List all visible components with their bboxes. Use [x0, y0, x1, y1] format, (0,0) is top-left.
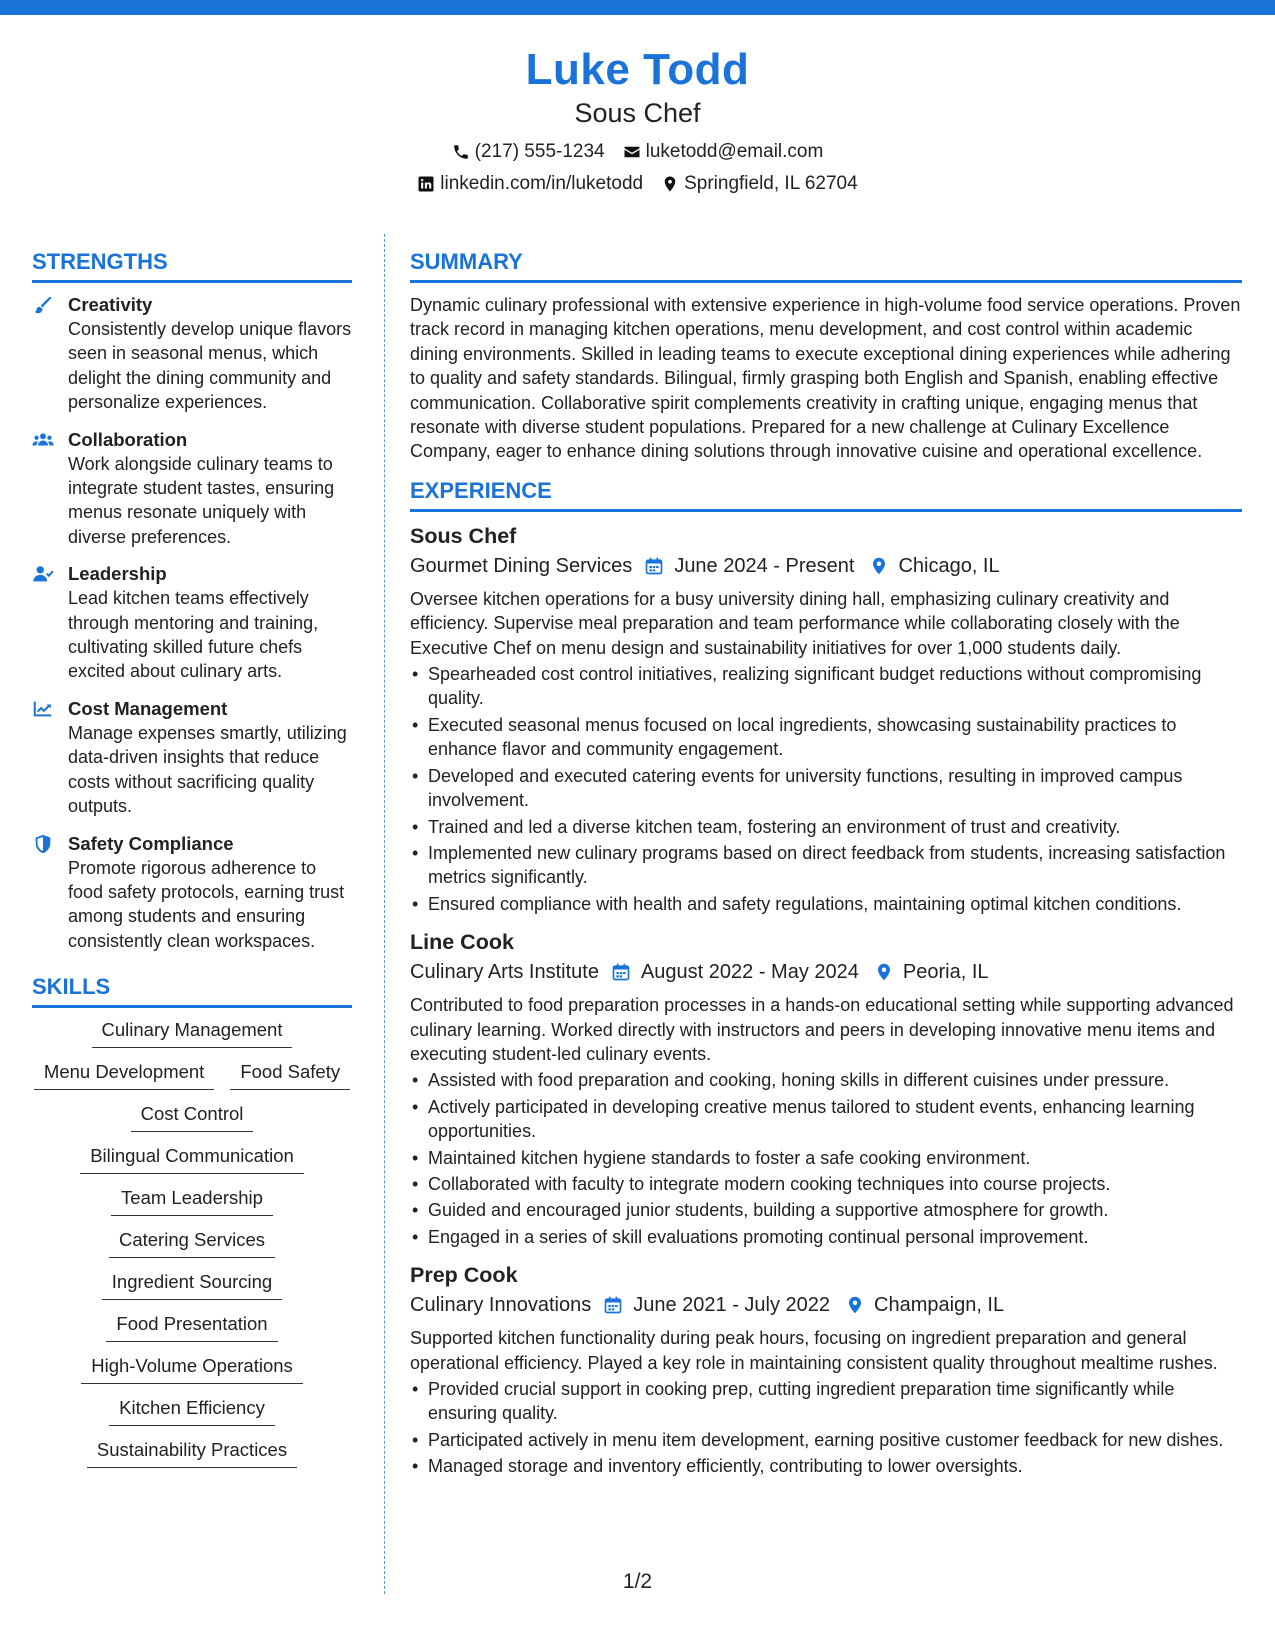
job-description: Contributed to food preparation processes in a hands-on educational setting while supporting advanced culinary learning. Worked directly with instructors and peers in developing innovative menu items and executing student-led culinary events. [410, 995, 1234, 1064]
summary-text: Dynamic culinary professional with extensive experience in high-volume food service operations. Proven track record in managing kitchen operations, menu development, and cost control within academic dining environments. Skilled in leading teams to execute exceptional dining experiences while adhering to quality and safety standards. Bilingual, firmly grasping both English and Spanish, enabling effective communication. Collaborative spirit complements creativity in crafting unique, engaging menus that resonate with diverse student populations. Prepared for a new challenge at Culinary Excellence Company, eager to enhance dining solutions through innovative cuisine and operational excellence. [410, 295, 1241, 462]
right-column [410, 248, 1242, 1491]
bullet-item: • Managed storage and inventory efficiently, contributing to lower oversights. [410, 1454, 1242, 1478]
bullet-item: • Maintained kitchen hygiene standards to foster a safe cooking environment. [410, 1146, 1242, 1170]
skill-tag: Bilingual Communication [80, 1144, 304, 1174]
skill-row [111, 1186, 273, 1216]
calendar-icon [644, 556, 664, 576]
skills-list [32, 1018, 352, 1468]
candidate-title: Sous Chef [574, 98, 701, 128]
strength-title: Collaboration [68, 428, 188, 450]
top-accent-bar [0, 0, 1275, 15]
skill-row [109, 1396, 275, 1426]
experience-heading: EXPERIENCE [410, 477, 1242, 512]
shield-icon [32, 833, 54, 855]
location-text: Springfield, IL 62704 [684, 173, 858, 194]
left-column [32, 248, 352, 1468]
job-bullets [410, 1068, 1242, 1249]
phone-icon [452, 143, 470, 161]
skill-row [106, 1312, 277, 1342]
bullet-item: • Guided and encouraged junior students, building a supportive atmosphere for growth. [410, 1198, 1242, 1222]
skill-tag: Food Safety [230, 1060, 350, 1090]
skill-row [109, 1228, 275, 1258]
strength-item [32, 697, 352, 819]
map-pin-icon [846, 1295, 864, 1315]
skill-row [34, 1060, 350, 1090]
map-pin-icon [661, 175, 679, 193]
column-divider [384, 234, 385, 1594]
candidate-name: Luke Todd [525, 45, 750, 94]
bullet-item: • Trained and led a diverse kitchen team, fostering an environment of trust and creativity. [410, 815, 1242, 839]
calendar-icon [603, 1295, 623, 1315]
bullet-item: • Implemented new culinary programs based on direct feedback from students, increasing satisfaction metrics significantly. [410, 841, 1242, 890]
skill-row [87, 1438, 297, 1468]
job-meta [410, 551, 1242, 581]
strength-item [32, 832, 352, 954]
job-dates: June 2021 - July 2022 [633, 1294, 831, 1317]
skill-tag: Catering Services [109, 1228, 275, 1258]
strength-desc: Work alongside culinary teams to integrate student tastes, ensuring menus resonate uniquely with diverse preferences. [68, 453, 335, 547]
job-role: Sous Chef [410, 523, 517, 548]
envelope-icon [623, 143, 641, 161]
users-icon [32, 429, 54, 451]
skill-row [131, 1102, 254, 1132]
job-meta [410, 1290, 1242, 1320]
skills-section [32, 973, 352, 1468]
bullet-item: • Assisted with food preparation and cooking, honing skills in different cuisines under pressure. [410, 1068, 1242, 1092]
job-entry [410, 928, 1242, 1249]
contact-location [661, 172, 858, 196]
strength-title: Leadership [68, 563, 167, 585]
job-description: Oversee kitchen operations for a busy university dining hall, emphasizing culinary creativity and efficiency. Supervise meal preparation and team performance while collaborating closely with the Executive Chef on menu design and sustainability initiatives for over 1,000 students daily. [410, 588, 1180, 658]
contact-email[interactable] [623, 140, 824, 164]
strength-item [32, 562, 352, 684]
skill-tag: Team Leadership [111, 1186, 273, 1216]
linkedin-text: linkedin.com/in/luketodd [440, 173, 644, 194]
strength-desc: Promote rigorous adherence to food safety protocols, earning trust among students and ensuring consistently clean workspaces. [68, 857, 345, 951]
email-text: luketodd@email.com [645, 141, 824, 162]
skill-tag: Menu Development [34, 1060, 214, 1090]
bullet-item: • Executed seasonal menus focused on local ingredients, showcasing sustainability practices to enhance flavor and community engagement. [410, 713, 1242, 762]
bullet-item: • Provided crucial support in cooking prep, cutting ingredient preparation time significantly while ensuring quality. [410, 1377, 1242, 1426]
map-pin-icon [875, 962, 893, 982]
skill-row [92, 1018, 293, 1048]
phone-text: (217) 555-1234 [474, 141, 605, 162]
strength-item [32, 428, 352, 550]
job-role: Line Cook [410, 930, 514, 955]
skill-tag: Sustainability Practices [87, 1438, 297, 1468]
bullet-item: • Participated actively in menu item development, earning positive customer feedback for new dishes. [410, 1428, 1242, 1452]
job-location: Peoria, IL [902, 961, 989, 984]
contact-linkedin[interactable] [417, 172, 643, 196]
job-bullets [410, 1377, 1242, 1479]
chart-line-icon [32, 698, 54, 720]
job-location: Chicago, IL [898, 554, 1000, 577]
strength-title: Creativity [68, 294, 153, 315]
job-company: Culinary Arts Institute [410, 961, 599, 984]
job-role: Prep Cook [410, 1263, 518, 1288]
job-company: Gourmet Dining Services [410, 554, 633, 577]
page-number: 1/2 [622, 1570, 653, 1593]
skills-heading: SKILLS [32, 973, 352, 1008]
job-meta [410, 957, 1242, 987]
job-entry [410, 1261, 1242, 1478]
contact-phone[interactable] [452, 140, 605, 164]
skill-tag: Culinary Management [92, 1018, 293, 1048]
bullet-item: • Ensured compliance with health and safety regulations, maintaining optimal kitchen conditions. [410, 892, 1242, 916]
skill-tag: Food Presentation [106, 1312, 277, 1342]
contact-row-1 [0, 140, 1275, 164]
skill-tag: Cost Control [131, 1102, 254, 1132]
job-entry [410, 522, 1242, 916]
summary-heading: SUMMARY [410, 248, 1242, 283]
strengths-heading: STRENGTHS [32, 248, 352, 283]
bullet-item: • Collaborated with faculty to integrate modern cooking techniques into course projects. [410, 1172, 1242, 1196]
skill-row [80, 1144, 304, 1174]
job-dates: June 2024 - Present [674, 554, 855, 577]
strength-item [32, 293, 352, 415]
bullet-item: • Engaged in a series of skill evaluations promoting continual personal improvement. [410, 1225, 1242, 1249]
job-location: Champaign, IL [874, 1294, 1005, 1317]
skill-row [102, 1270, 282, 1300]
bullet-item: • Spearheaded cost control initiatives, realizing significant budget reductions without compromising quality. [410, 662, 1242, 711]
strength-desc: Manage expenses smartly, utilizing data-driven insights that reduce costs without sacrificing quality outputs. [68, 722, 347, 817]
job-company: Culinary Innovations [410, 1294, 592, 1317]
map-pin-icon [870, 556, 888, 576]
user-check-icon [32, 563, 54, 585]
job-bullets [410, 662, 1242, 916]
job-description: Supported kitchen functionality during peak hours, focusing on ingredient preparation and general operational efficiency. Played a key role in maintaining consistent quality throughout mealtime rushes. [410, 1328, 1218, 1373]
skill-tag: Ingredient Sourcing [102, 1270, 282, 1300]
job-dates: August 2022 - May 2024 [640, 961, 859, 984]
strength-title: Safety Compliance [68, 832, 234, 854]
skill-tag: High-Volume Operations [81, 1354, 303, 1384]
calendar-icon [611, 962, 631, 982]
resume-header [0, 44, 1275, 196]
strength-desc: Consistently develop unique flavors seen in seasonal menus, which delight the dining community and personalize experiences. [68, 319, 352, 413]
bullet-item: • Actively participated in developing creative menus tailored to student events, enhancing learning opportunities. [410, 1095, 1242, 1144]
strength-desc: Lead kitchen teams effectively through mentoring and training, cultivating skilled future chefs excited about culinary arts. [68, 588, 319, 682]
paintbrush-icon [32, 294, 54, 316]
skill-tag: Kitchen Efficiency [109, 1396, 275, 1426]
bullet-item: • Developed and executed catering events for university functions, resulting in improved campus involvement. [410, 764, 1242, 813]
linkedin-icon [417, 175, 435, 193]
skill-row [81, 1354, 303, 1384]
contact-row-2 [0, 172, 1275, 196]
strength-title: Cost Management [68, 697, 228, 719]
